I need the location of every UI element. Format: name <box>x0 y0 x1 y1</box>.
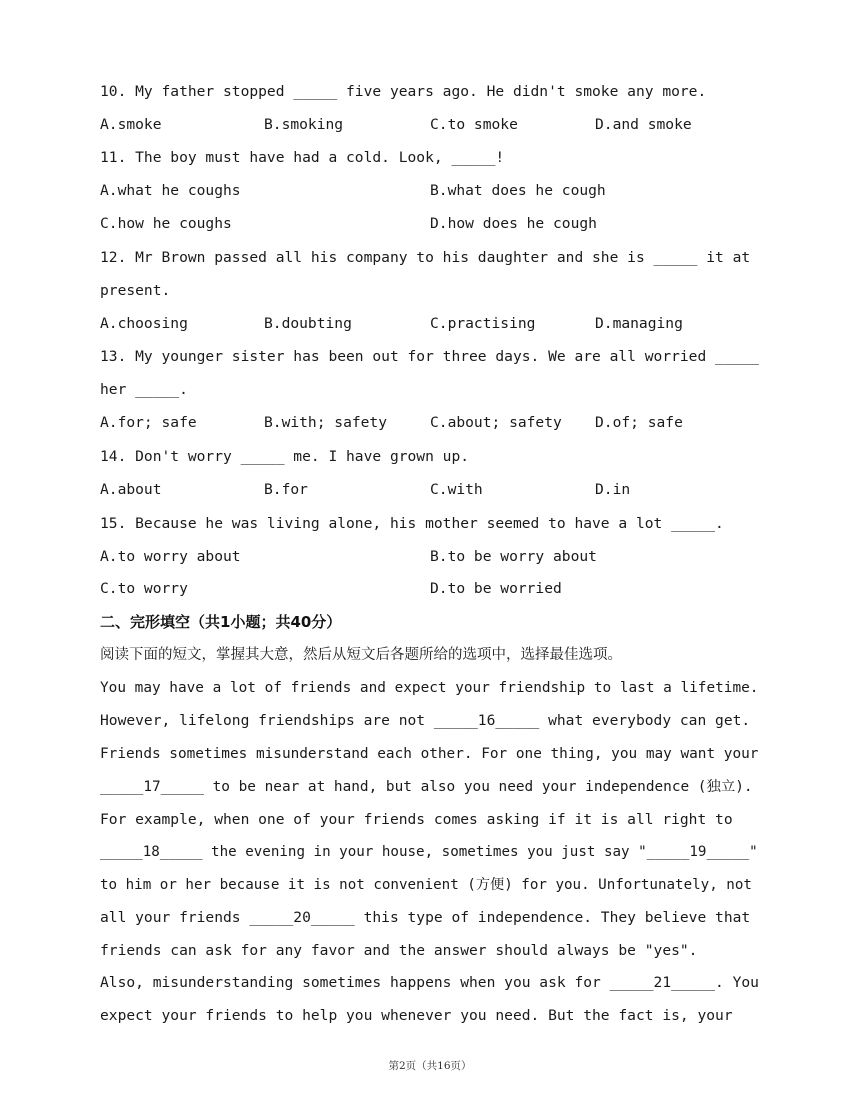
section-instruction: 阅读下面的短文，掌握其大意，然后从短文后各题所给的选项中，选择最佳选项。 <box>100 647 622 663</box>
q13-option-b: B.with; safety <box>264 414 388 431</box>
q13-option-c: C.about; safety <box>430 414 562 431</box>
question-12-stem-cont: present. <box>100 282 171 299</box>
q12-option-a: A.choosing <box>100 315 188 332</box>
passage-line: Also, misunderstanding sometimes happens when you ask for _____21_____. You <box>100 974 759 991</box>
q15-option-a: A.to worry about <box>100 548 241 565</box>
q15-option-d: D.to be worried <box>430 580 562 597</box>
question-12-stem: 12. Mr Brown passed all his company to his daughter and she is _____ it at <box>100 249 751 266</box>
section-heading: 二、完形填空（共1小题；共40分） <box>100 613 342 631</box>
passage-line: all your friends _____20_____ this type of independence. They believe that <box>100 909 751 926</box>
passage-line: Friends sometimes misunderstand each other. For one thing, you may want your <box>100 746 759 762</box>
q14-option-d: D.in <box>595 481 631 498</box>
q11-option-a: A.what he coughs <box>100 182 241 199</box>
passage-line: _____17_____ to be near at hand, but also you need your independence (独立). <box>100 779 753 795</box>
question-13-stem-cont: her _____. <box>100 381 188 398</box>
question-14-stem: 14. Don't worry _____ me. I have grown up. <box>100 448 470 465</box>
q11-option-d: D.how does he cough <box>430 215 597 232</box>
q12-option-d: D.managing <box>595 315 683 332</box>
q14-option-a: A.about <box>100 481 162 498</box>
q10-option-d: D.and smoke <box>595 116 692 133</box>
q12-option-b: B.doubting <box>264 315 352 332</box>
q14-option-b: B.for <box>264 481 308 498</box>
passage-line: However, lifelong friendships are not _____16_____ what everybody can get. <box>100 712 751 729</box>
q11-option-c: C.how he coughs <box>100 215 232 232</box>
q10-option-b: B.smoking <box>264 116 344 133</box>
q13-option-a: A.for; safe <box>100 414 197 431</box>
q14-option-c: C.with <box>430 481 483 498</box>
q15-option-b: B.to be worry about <box>430 548 597 565</box>
q12-option-c: C.practising <box>430 315 536 332</box>
question-13-stem: 13. My younger sister has been out for three days. We are all worried _____ <box>100 348 759 365</box>
q10-option-a: A.smoke <box>100 116 162 133</box>
passage-line: friends can ask for any favor and the answer should always be "yes". <box>100 942 698 959</box>
q10-option-c: C.to smoke <box>430 116 518 133</box>
question-15-stem: 15. Because he was living alone, his mother seemed to have a lot _____. <box>100 515 724 532</box>
passage-line: For example, when one of your friends comes asking if it is all right to <box>100 811 733 828</box>
q11-option-b: B.what does he cough <box>430 182 606 199</box>
q13-option-d: D.of; safe <box>595 414 683 431</box>
passage-line: You may have a lot of friends and expect your friendship to last a lifetime. <box>100 680 759 696</box>
question-11-stem: 11. The boy must have had a cold. Look, _____! <box>100 149 505 166</box>
passage-line: to him or her because it is not convenient (方便) for you. Unfortunately, not <box>100 877 752 893</box>
page-footer: 第2页（共16页） <box>388 1060 472 1072</box>
q15-option-c: C.to worry <box>100 580 188 597</box>
passage-line: _____18_____ the evening in your house, sometimes you just say "_____19_____" <box>100 844 758 860</box>
passage-line: expect your friends to help you whenever you need. But the fact is, your <box>100 1007 733 1024</box>
question-10-stem: 10. My father stopped _____ five years ago. He didn't smoke any more. <box>100 83 707 100</box>
